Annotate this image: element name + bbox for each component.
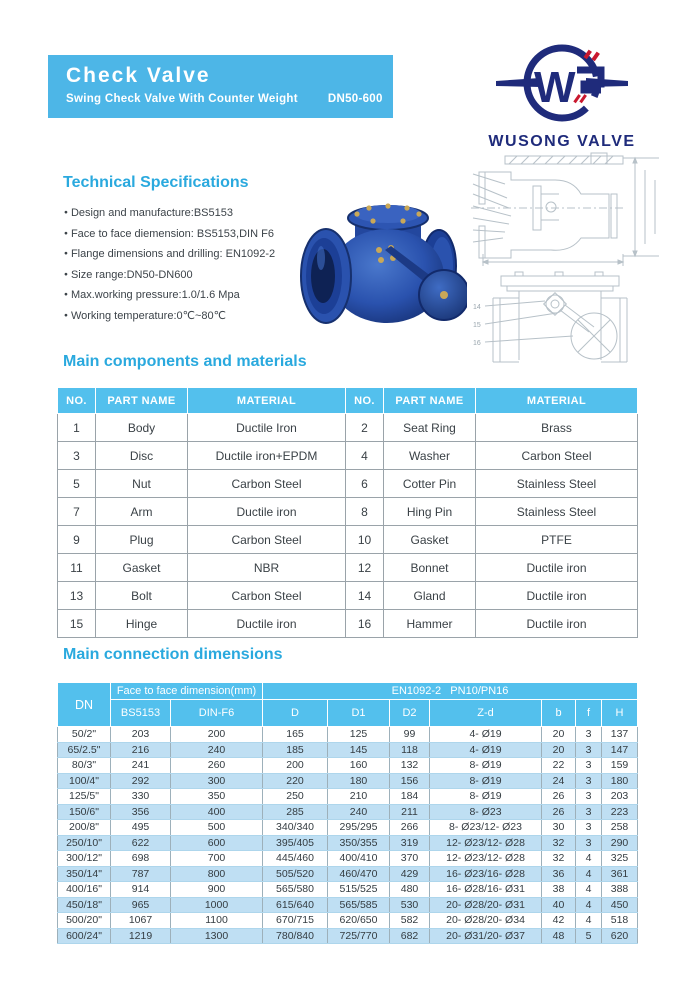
- dimensions-cell: 210: [328, 789, 390, 805]
- components-col-header: MATERIAL: [476, 388, 638, 414]
- dimensions-cell: 3: [576, 758, 602, 774]
- dimensions-cell: 622: [111, 835, 171, 851]
- components-cell: 16: [346, 610, 384, 638]
- dimensions-cell: 8- Ø19: [430, 773, 542, 789]
- dimensions-cell: 165: [263, 727, 328, 743]
- dimensions-cell: 565/585: [328, 897, 390, 913]
- components-cell: Ductile iron: [476, 554, 638, 582]
- brand-name: WUSONG VALVE: [488, 133, 636, 150]
- dimensions-sub-header: D: [263, 700, 328, 727]
- dimensions-cell: 3: [576, 820, 602, 836]
- dimensions-cell: 220: [263, 773, 328, 789]
- components-cell: Hammer: [384, 610, 476, 638]
- dimensions-cell: 50/2": [58, 727, 111, 743]
- components-cell: Ductile iron+EPDM: [188, 442, 346, 470]
- components-cell: Bolt: [96, 582, 188, 610]
- dimensions-cell: 4: [576, 913, 602, 929]
- dimensions-cell: 361: [602, 866, 638, 882]
- dimensions-cell: 505/520: [263, 866, 328, 882]
- dimensions-row: [58, 727, 638, 743]
- components-cell: Brass: [476, 414, 638, 442]
- dimensions-cell: 1067: [111, 913, 171, 929]
- dimensions-row: [58, 820, 638, 836]
- components-cell: Carbon Steel: [476, 442, 638, 470]
- svg-text:W: W: [534, 63, 576, 112]
- components-cell: Carbon Steel: [188, 582, 346, 610]
- components-cell: Ductile iron: [188, 498, 346, 526]
- col-en1092: EN1092-2 PN10/PN16: [263, 683, 638, 700]
- dimensions-cell: 24: [542, 773, 576, 789]
- dimensions-cell: 203: [111, 727, 171, 743]
- components-row: [58, 414, 638, 442]
- dimensions-row: [58, 866, 638, 882]
- dimensions-sub-header: D2: [390, 700, 430, 727]
- components-cell: Gasket: [96, 554, 188, 582]
- dimensions-cell: 356: [111, 804, 171, 820]
- tech-specs-heading: Technical Specifications: [63, 174, 249, 191]
- dimensions-cell: 3: [576, 742, 602, 758]
- dimensions-cell: 450: [602, 897, 638, 913]
- dimensions-cell: 125/5": [58, 789, 111, 805]
- dimensions-cell: 725/770: [328, 928, 390, 944]
- dimensions-cell: 40: [542, 897, 576, 913]
- dimensions-sub-header: f: [576, 700, 602, 727]
- components-cell: Nut: [96, 470, 188, 498]
- svg-text:14: 14: [473, 304, 481, 311]
- dimensions-row: [58, 928, 638, 944]
- dimensions-cell: 670/715: [263, 913, 328, 929]
- components-cell: 6: [346, 470, 384, 498]
- dimensions-cell: 4: [576, 882, 602, 898]
- dimensions-cell: 290: [602, 835, 638, 851]
- dimensions-cell: 32: [542, 835, 576, 851]
- dimensions-cell: 258: [602, 820, 638, 836]
- dimensions-sub-header: b: [542, 700, 576, 727]
- dimensions-cell: 300/12": [58, 851, 111, 867]
- dimensions-cell: 460/470: [328, 866, 390, 882]
- components-cell: Gasket: [384, 526, 476, 554]
- dimensions-sub-header: H: [602, 700, 638, 727]
- dimensions-cell: 900: [171, 882, 263, 898]
- dimensions-cell: 350/355: [328, 835, 390, 851]
- dimensions-cell: 350: [171, 789, 263, 805]
- dimensions-row: [58, 789, 638, 805]
- components-cell: Stainless Steel: [476, 498, 638, 526]
- components-cell: NBR: [188, 554, 346, 582]
- dimensions-cell: 137: [602, 727, 638, 743]
- dimensions-row: [58, 773, 638, 789]
- dimensions-cell: 615/640: [263, 897, 328, 913]
- components-cell: Bonnet: [384, 554, 476, 582]
- spec-item: ● Working temperature:0℃~80℃: [64, 306, 304, 327]
- components-cell: Ductile Iron: [188, 414, 346, 442]
- components-cell: Arm: [96, 498, 188, 526]
- dimensions-cell: 216: [111, 742, 171, 758]
- dimensions-cell: 240: [171, 742, 263, 758]
- dimensions-row: [58, 758, 638, 774]
- dimensions-row: [58, 851, 638, 867]
- dimensions-cell: 30: [542, 820, 576, 836]
- dimensions-cell: 295/295: [328, 820, 390, 836]
- components-cell: Carbon Steel: [188, 526, 346, 554]
- technical-drawing: [463, 150, 685, 366]
- dimensions-cell: 285: [263, 804, 328, 820]
- dimensions-cell: 682: [390, 928, 430, 944]
- page-subtitle: [66, 93, 393, 105]
- components-cell: Cotter Pin: [384, 470, 476, 498]
- dimensions-cell: 99: [390, 727, 430, 743]
- dimensions-row: [58, 913, 638, 929]
- dimensions-cell: 200/8": [58, 820, 111, 836]
- components-cell: 8: [346, 498, 384, 526]
- components-cell: 11: [58, 554, 96, 582]
- components-table: [57, 387, 638, 638]
- components-cell: Washer: [384, 442, 476, 470]
- components-row: [58, 582, 638, 610]
- dimensions-cell: 3: [576, 789, 602, 805]
- components-cell: Gland: [384, 582, 476, 610]
- components-heading: Main components and materials: [63, 353, 307, 370]
- dimensions-cell: 26: [542, 789, 576, 805]
- dimensions-cell: 395/405: [263, 835, 328, 851]
- dimensions-cell: 8- Ø19: [430, 789, 542, 805]
- dimensions-cell: 429: [390, 866, 430, 882]
- dimensions-cell: 36: [542, 866, 576, 882]
- dimensions-cell: 965: [111, 897, 171, 913]
- components-cell: 14: [346, 582, 384, 610]
- components-cell: 15: [58, 610, 96, 638]
- components-cell: 5: [58, 470, 96, 498]
- dimensions-cell: 118: [390, 742, 430, 758]
- dimensions-cell: 20: [542, 727, 576, 743]
- components-cell: Ductile iron: [476, 582, 638, 610]
- svg-text:16: 16: [473, 340, 481, 347]
- dimensions-cell: 914: [111, 882, 171, 898]
- tech-specs-list: [64, 203, 304, 326]
- components-cell: Body: [96, 414, 188, 442]
- components-cell: 2: [346, 414, 384, 442]
- dimensions-cell: 787: [111, 866, 171, 882]
- dimensions-cell: 3: [576, 835, 602, 851]
- dimensions-cell: 240: [328, 804, 390, 820]
- dimensions-sub-header: Z-d: [430, 700, 542, 727]
- dimensions-cell: 3: [576, 773, 602, 789]
- dimensions-cell: 450/18": [58, 897, 111, 913]
- dimensions-cell: 8- Ø19: [430, 758, 542, 774]
- dimensions-cell: 132: [390, 758, 430, 774]
- dimensions-row: [58, 897, 638, 913]
- dimensions-cell: 400/410: [328, 851, 390, 867]
- dimensions-cell: 5: [576, 928, 602, 944]
- dimensions-cell: 180: [602, 773, 638, 789]
- components-col-header: PART NAME: [384, 388, 476, 414]
- brand-logo: [482, 42, 642, 151]
- dimensions-cell: 20- Ø28/20- Ø31: [430, 897, 542, 913]
- dimensions-cell: 4: [576, 897, 602, 913]
- dimensions-cell: 12- Ø23/12- Ø28: [430, 835, 542, 851]
- components-cell: 1: [58, 414, 96, 442]
- dimensions-cell: 266: [390, 820, 430, 836]
- dimensions-cell: 211: [390, 804, 430, 820]
- dimensions-cell: 1100: [171, 913, 263, 929]
- dimensions-cell: 515/525: [328, 882, 390, 898]
- dimensions-cell: 388: [602, 882, 638, 898]
- components-row: [58, 554, 638, 582]
- dimensions-header-row-1: [58, 683, 638, 700]
- dimensions-cell: 3: [576, 727, 602, 743]
- dimensions-cell: 600: [171, 835, 263, 851]
- spec-item: ● Design and manufacture:BS5153: [64, 203, 304, 224]
- components-col-header: PART NAME: [96, 388, 188, 414]
- dimensions-cell: 241: [111, 758, 171, 774]
- subtitle-text: Swing Check Valve With Counter Weight: [66, 93, 298, 105]
- dimensions-cell: 780/840: [263, 928, 328, 944]
- components-row: [58, 526, 638, 554]
- dimensions-cell: 185: [263, 742, 328, 758]
- dimensions-cell: 500/20": [58, 913, 111, 929]
- dimensions-row: [58, 742, 638, 758]
- dimensions-sub-header: BS5153: [111, 700, 171, 727]
- dimensions-cell: 530: [390, 897, 430, 913]
- components-cell: 9: [58, 526, 96, 554]
- dimensions-cell: 340/340: [263, 820, 328, 836]
- components-row: [58, 442, 638, 470]
- dimensions-cell: 582: [390, 913, 430, 929]
- dimensions-row: [58, 882, 638, 898]
- dimensions-cell: 1300: [171, 928, 263, 944]
- components-cell: 13: [58, 582, 96, 610]
- components-cell: 7: [58, 498, 96, 526]
- dimensions-cell: 330: [111, 789, 171, 805]
- dimensions-cell: 495: [111, 820, 171, 836]
- dimensions-cell: 20- Ø31/20- Ø37: [430, 928, 542, 944]
- header-banner: [48, 55, 393, 118]
- dimensions-cell: 48: [542, 928, 576, 944]
- dimensions-cell: 184: [390, 789, 430, 805]
- components-row: [58, 470, 638, 498]
- dimensions-cell: 480: [390, 882, 430, 898]
- dimensions-cell: 159: [602, 758, 638, 774]
- logo-mark-icon: [482, 42, 642, 126]
- spec-item: ● Face to face diemension: BS5153,DIN F6: [64, 224, 304, 245]
- col-dn: DN: [58, 683, 111, 727]
- dimensions-cell: 26: [542, 804, 576, 820]
- dimensions-cell: 400/16": [58, 882, 111, 898]
- dimensions-cell: 292: [111, 773, 171, 789]
- dimensions-cell: 8- Ø23: [430, 804, 542, 820]
- dimensions-header-row-2: [58, 700, 638, 727]
- components-cell: 12: [346, 554, 384, 582]
- components-cell: Hing Pin: [384, 498, 476, 526]
- dimensions-cell: 160: [328, 758, 390, 774]
- dimensions-cell: 518: [602, 913, 638, 929]
- components-cell: Ductile iron: [188, 610, 346, 638]
- dimensions-cell: 1000: [171, 897, 263, 913]
- dimensions-cell: 445/460: [263, 851, 328, 867]
- dimensions-cell: 65/2.5": [58, 742, 111, 758]
- dimensions-cell: 4- Ø19: [430, 742, 542, 758]
- dimensions-cell: 300: [171, 773, 263, 789]
- svg-text:15: 15: [473, 322, 481, 329]
- dimensions-sub-header: D1: [328, 700, 390, 727]
- dimensions-cell: 620/650: [328, 913, 390, 929]
- dimensions-table: [57, 682, 638, 944]
- dimensions-cell: 20- Ø28/20- Ø34: [430, 913, 542, 929]
- components-cell: Stainless Steel: [476, 470, 638, 498]
- dimensions-cell: 325: [602, 851, 638, 867]
- components-col-header: NO.: [58, 388, 96, 414]
- components-cell: PTFE: [476, 526, 638, 554]
- dimensions-cell: 1219: [111, 928, 171, 944]
- dimensions-cell: 4: [576, 851, 602, 867]
- dimensions-cell: 400: [171, 804, 263, 820]
- dimensions-cell: 156: [390, 773, 430, 789]
- dimensions-cell: 370: [390, 851, 430, 867]
- components-row: [58, 610, 638, 638]
- dimensions-cell: 250/10": [58, 835, 111, 851]
- components-cell: 10: [346, 526, 384, 554]
- dimensions-cell: 80/3": [58, 758, 111, 774]
- dimensions-cell: 800: [171, 866, 263, 882]
- dimensions-cell: 42: [542, 913, 576, 929]
- components-header-row: [58, 388, 638, 414]
- dimensions-row: [58, 835, 638, 851]
- dimensions-cell: 180: [328, 773, 390, 789]
- spec-item: ● Max.working pressure:1.0/1.6 Mpa: [64, 285, 304, 306]
- dimensions-cell: 147: [602, 742, 638, 758]
- spec-item: ● Size range:DN50-DN600: [64, 265, 304, 286]
- dimensions-cell: 200: [171, 727, 263, 743]
- components-cell: Hinge: [96, 610, 188, 638]
- dimensions-cell: 350/14": [58, 866, 111, 882]
- dimensions-cell: 500: [171, 820, 263, 836]
- page-title: Check Valve: [66, 64, 211, 87]
- components-col-header: NO.: [346, 388, 384, 414]
- dimensions-cell: 145: [328, 742, 390, 758]
- components-cell: Ductile iron: [476, 610, 638, 638]
- dimensions-heading: Main connection dimensions: [63, 646, 283, 663]
- components-cell: Seat Ring: [384, 414, 476, 442]
- dimensions-cell: 223: [602, 804, 638, 820]
- dn-range: DN50-600: [327, 93, 383, 105]
- dimensions-cell: 8- Ø23/12- Ø23: [430, 820, 542, 836]
- dimensions-cell: 4- Ø19: [430, 727, 542, 743]
- dimensions-cell: 565/580: [263, 882, 328, 898]
- dimensions-cell: 22: [542, 758, 576, 774]
- dimensions-cell: 125: [328, 727, 390, 743]
- components-cell: Carbon Steel: [188, 470, 346, 498]
- dimensions-cell: 16- Ø28/16- Ø31: [430, 882, 542, 898]
- dimensions-cell: 16- Ø23/16- Ø28: [430, 866, 542, 882]
- dimensions-cell: 20: [542, 742, 576, 758]
- dimensions-cell: 260: [171, 758, 263, 774]
- dimensions-cell: 620: [602, 928, 638, 944]
- components-cell: 3: [58, 442, 96, 470]
- components-cell: 4: [346, 442, 384, 470]
- dimensions-cell: 200: [263, 758, 328, 774]
- components-row: [58, 498, 638, 526]
- dimensions-cell: 3: [576, 804, 602, 820]
- dimensions-cell: 32: [542, 851, 576, 867]
- dimensions-cell: 700: [171, 851, 263, 867]
- components-col-header: MATERIAL: [188, 388, 346, 414]
- dimensions-cell: 600/24": [58, 928, 111, 944]
- dimensions-cell: 203: [602, 789, 638, 805]
- dimensions-cell: 150/6": [58, 804, 111, 820]
- dimensions-cell: 698: [111, 851, 171, 867]
- dimensions-cell: 100/4": [58, 773, 111, 789]
- dimensions-cell: 12- Ø23/12- Ø28: [430, 851, 542, 867]
- dimensions-cell: 38: [542, 882, 576, 898]
- components-cell: Disc: [96, 442, 188, 470]
- spec-item: ● Flange dimensions and drilling: EN1092-2: [64, 244, 304, 265]
- dimensions-row: [58, 804, 638, 820]
- dimensions-cell: 4: [576, 866, 602, 882]
- dimensions-sub-header: DIN-F6: [171, 700, 263, 727]
- valve-photo: [295, 188, 467, 340]
- dimensions-cell: 250: [263, 789, 328, 805]
- dimensions-cell: 319: [390, 835, 430, 851]
- components-cell: Plug: [96, 526, 188, 554]
- col-face-to-face: Face to face dimension(mm): [111, 683, 263, 700]
